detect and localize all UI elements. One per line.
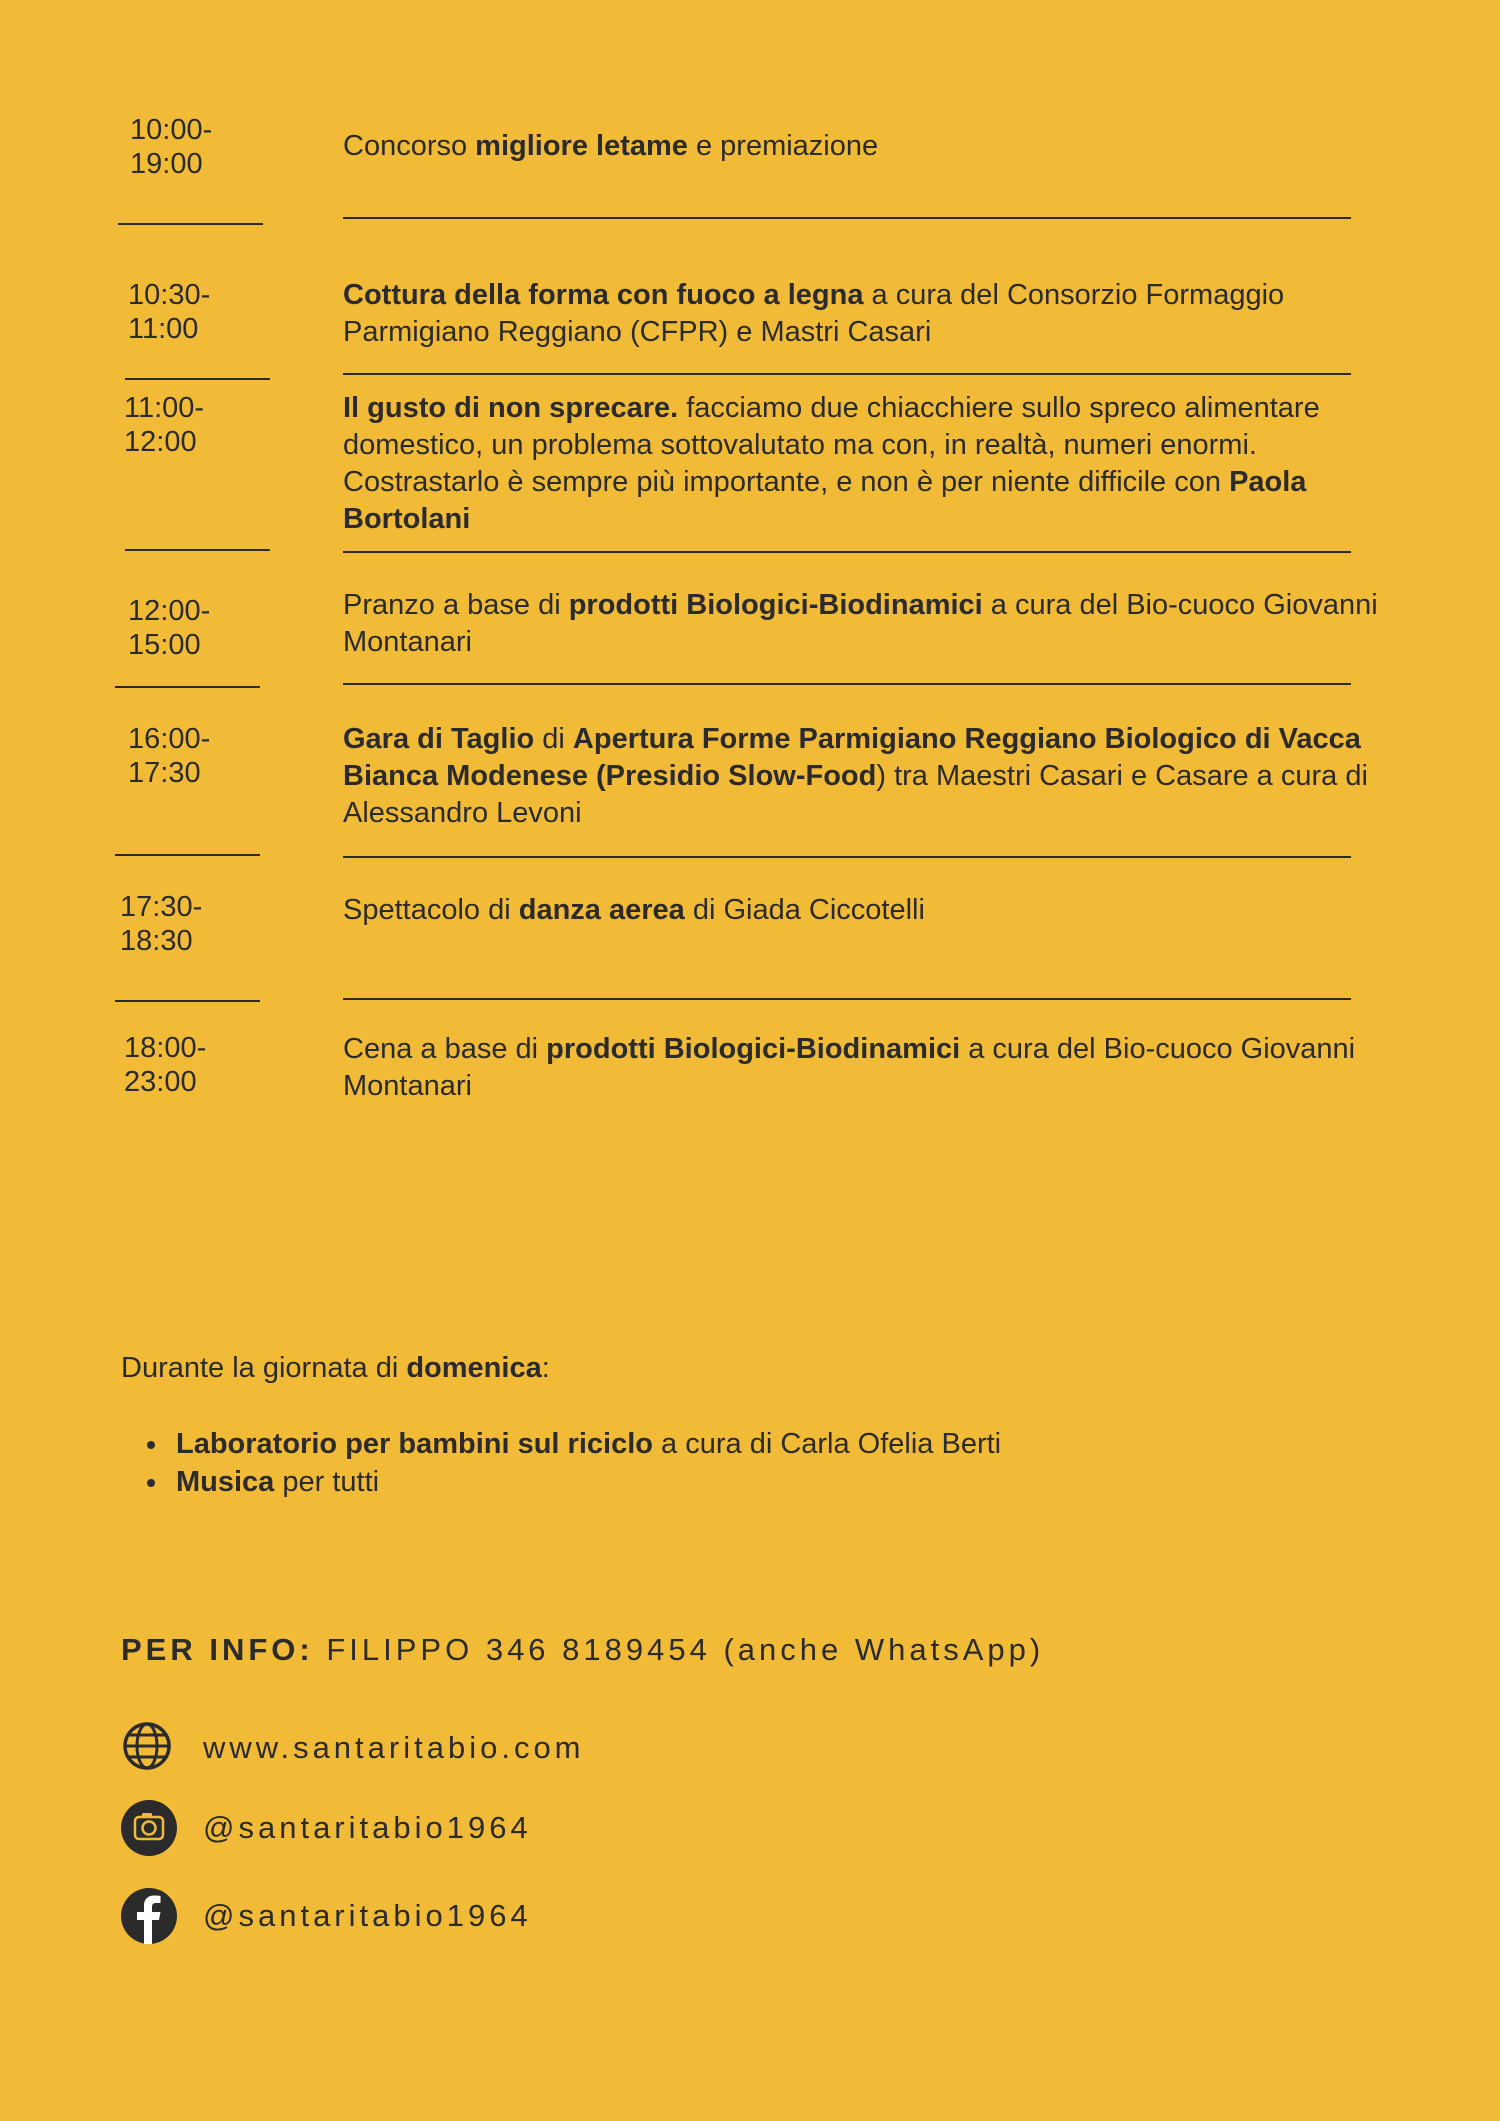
info-label: PER INFO: [121, 1632, 314, 1667]
event-highlight: Apertura Forme Parmigiano Reggiano Biologico di Vacca Bianca Modenese (Presidio Slow-Food [343, 723, 1361, 792]
list-item [170, 1463, 1001, 1501]
event-text: e premiazione [687, 130, 879, 162]
divider [118, 223, 263, 225]
sunday-activities-list [140, 1425, 1001, 1501]
event-highlight: prodotti Biologici-Biodinamici [568, 589, 983, 621]
time-slot: 10:00- 19:00 [130, 114, 213, 180]
time-slot: 18:00- 23:00 [124, 1032, 207, 1098]
event-description [343, 721, 1383, 832]
event-text: Spettacolo di [343, 894, 519, 926]
facebook-handle[interactable]: @santaritabio1964 [203, 1898, 532, 1933]
sunday-intro [121, 1350, 550, 1387]
event-highlight: danza aerea [518, 894, 685, 926]
info-phone: FILIPPO 346 8189454 (anche WhatsApp) [313, 1632, 1045, 1667]
event-description [343, 1031, 1383, 1105]
divider [343, 373, 1351, 375]
divider [125, 549, 270, 551]
divider [115, 1000, 260, 1002]
event-text: di [534, 723, 573, 755]
event-highlight: Cottura della forma con fuoco a legna [343, 279, 864, 311]
event-highlight: Gara di Taglio [343, 723, 535, 755]
divider [115, 686, 260, 688]
sunday-intro-day: domenica [406, 1352, 542, 1384]
divider [125, 378, 270, 380]
divider [343, 856, 1351, 858]
list-item [170, 1425, 1001, 1463]
instagram-handle[interactable]: @santaritabio1964 [203, 1810, 532, 1845]
activity-detail: a cura di Carla Ofelia Berti [652, 1428, 1002, 1460]
instagram-icon [121, 1800, 177, 1856]
time-slot: 17:30- 18:30 [120, 891, 203, 957]
event-description [343, 128, 1383, 165]
activity-detail: per tutti [274, 1466, 380, 1498]
divider [343, 998, 1351, 1000]
contact-info [121, 1632, 1044, 1668]
event-highlight: Il gusto di non sprecare. [343, 392, 679, 424]
time-slot: 16:00- 17:30 [128, 723, 211, 789]
event-highlight: prodotti Biologici-Biodinamici [546, 1033, 961, 1065]
globe-icon [121, 1720, 177, 1776]
divider [343, 217, 1351, 219]
activity-title: Laboratorio per bambini sul riciclo [176, 1428, 653, 1460]
sunday-intro-suffix: : [541, 1352, 550, 1384]
event-text: Cena a base di [343, 1033, 547, 1065]
event-description [343, 587, 1383, 661]
activity-title: Musica [176, 1466, 275, 1498]
event-text: Concorso [343, 130, 476, 162]
sunday-intro-prefix: Durante la giornata di [121, 1352, 407, 1384]
event-text: a cura del Bio-cuoco Giovanni Montanari [343, 589, 1378, 658]
facebook-icon [121, 1888, 177, 1944]
event-text: a cura del Consorzio Formaggio Parmigiano Reggiano (CFPR) e Mastri Casari [343, 279, 1285, 348]
event-description [343, 390, 1383, 538]
event-text: di Giada Ciccotelli [684, 894, 925, 926]
event-text: a cura del Bio-cuoco Giovanni Montanari [343, 1033, 1356, 1102]
event-text: facciamo due chiacchiere sullo spreco alimentare domestico, un problema sottovalutato ma con, in realtà, numeri enormi. Costrastarlo è sempre più importante, e non è per niente difficile con [343, 392, 1320, 498]
event-text: Pranzo a base di [343, 589, 569, 621]
time-slot: 12:00- 15:00 [128, 595, 211, 661]
divider [343, 551, 1351, 553]
divider [115, 854, 260, 856]
time-slot: 11:00- 12:00 [124, 392, 205, 458]
event-highlight: migliore letame [475, 130, 688, 162]
event-description [343, 892, 1383, 929]
website-link[interactable]: www.santaritabio.com [203, 1730, 585, 1765]
event-highlight: Paola Bortolani [343, 466, 1307, 535]
divider [343, 683, 1351, 685]
time-slot: 10:30- 11:00 [128, 279, 211, 345]
event-description [343, 277, 1383, 351]
event-text: ) tra Maestri Casari e Casare a cura di Alessandro Levoni [343, 760, 1368, 829]
